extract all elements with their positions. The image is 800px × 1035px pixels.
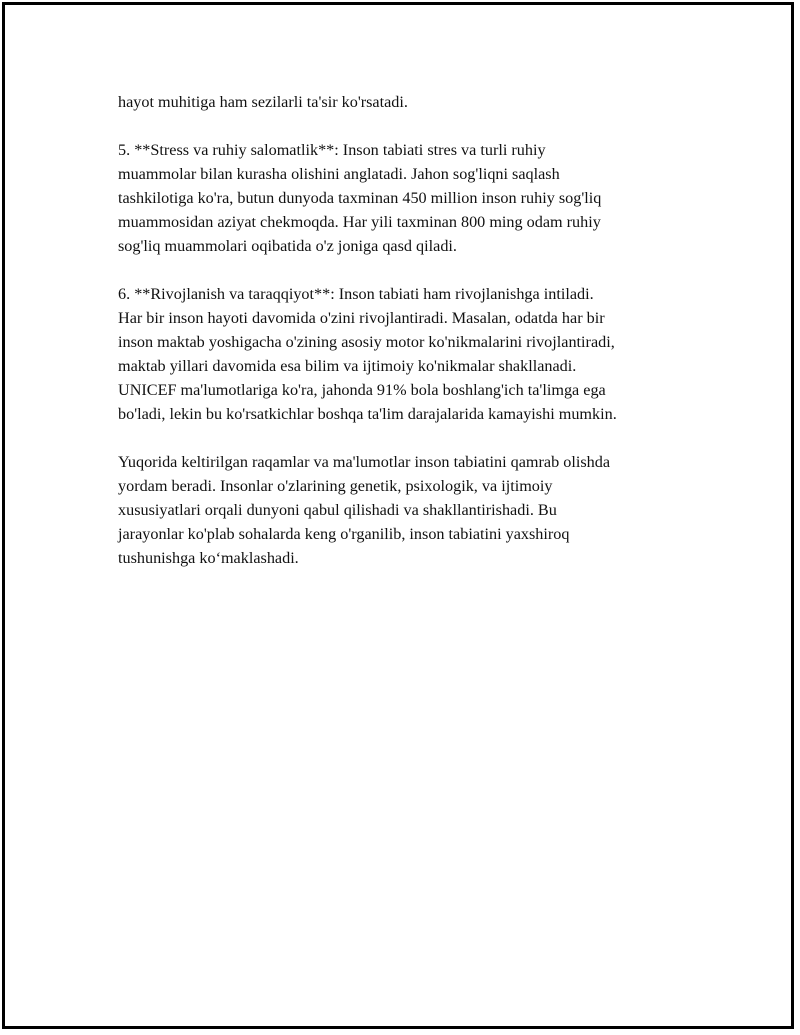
paragraph-development-progress: 6. **Rivojlanish va taraqqiyot**: Inson tabiati ham rivojlanishga intiladi. Har bir inson hayoti davomida o'zini rivojlantiradi. Masalan, odatda har bir inson maktab yoshigacha o'zining asosiy motor ko'nikmalarini rivojlantiradi, maktab yillari davomida esa bilim va ijtimoiy ko'nikmalar shakllanadi. UNICEF ma'lumotlariga ko'ra, jahonda 91% bola boshlang'ich ta'limga ega bo'ladi, lekin bu ko'rsatkichlar boshqa ta'lim darajalarida kamayishi mumkin. bbox=[118, 285, 617, 423]
paragraph-conclusion: Yuqorida keltirilgan raqamlar va ma'lumotlar inson tabiatini qamrab olishda yordam beradi. Insonlar o'zlarining genetik, psixologik, va ijtimoiy xususiyatlari orqali dunyoni qabul qilishadi va shakllantirishadi. Bu jarayonlar ko'plab sohalarda keng o'rganilib, inson tabiatini yaxshiroq tushunishga ko‘maklashadi. bbox=[118, 453, 611, 567]
document-body bbox=[118, 90, 698, 594]
paragraph-stress-mental-health: 5. **Stress va ruhiy salomatlik**: Inson tabiati stres va turli ruhiy muammolar bilan kurasha olishini anglatadi. Jahon sog'liqni saqlash tashkilotiga ko'ra, butun dunyoda taxminan 450 million inson ruhiy sog'liq muammosidan aziyat chekmoqda. Har yili taxminan 800 ming odam ruhiy sog'liq muammolari oqibatida o'z joniga qasd qiladi. bbox=[118, 141, 602, 255]
paragraph-continuation: hayot muhitiga ham sezilarli ta'sir ko'rsatadi. bbox=[118, 93, 408, 111]
